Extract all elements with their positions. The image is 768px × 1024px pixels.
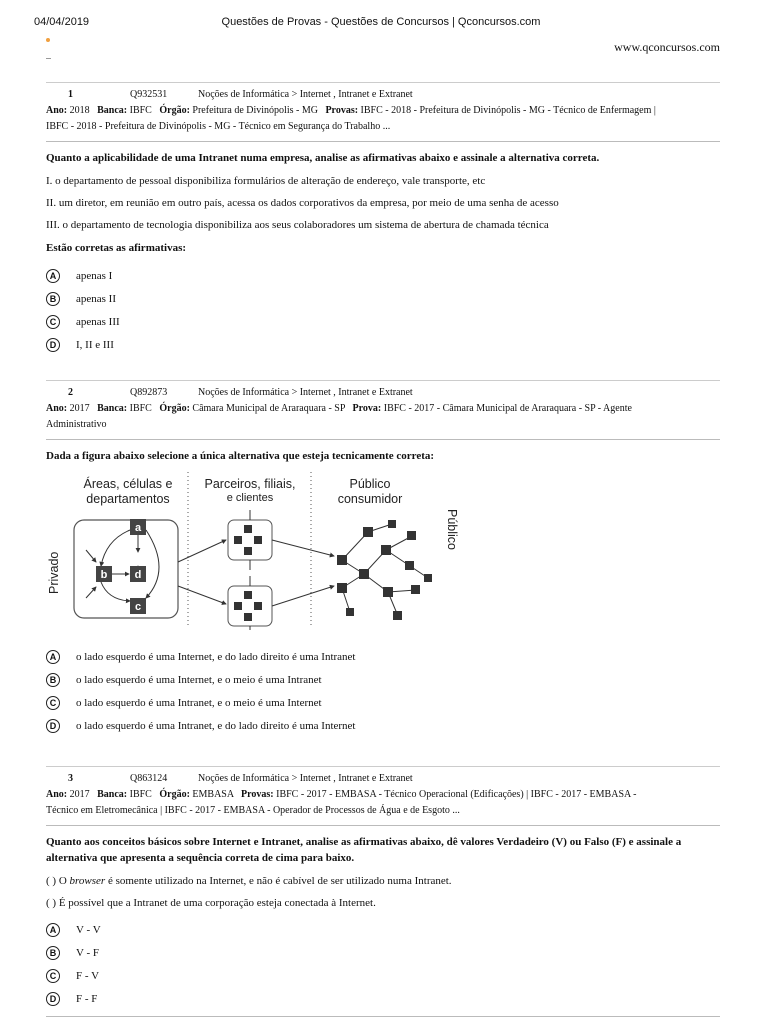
option-c[interactable]: C o lado esquerdo é uma Intranet, e o meio é uma Internet bbox=[46, 691, 720, 714]
meta-banca[interactable]: IBFC bbox=[129, 105, 152, 116]
page-title: Questões de Provas - Questões de Concursos | Qconcursos.com bbox=[221, 16, 541, 28]
question-statement: Quanto aos conceitos básicos sobre Internet e Intranet, analise as afirmativas abaixo, dê valores Verdadeiro (V) ou Falso (F) e assinale a alternativa que apresenta a sequência correta de cima para baixo. bbox=[46, 836, 682, 864]
question-statement: Quanto a aplicabilidade de uma Intranet numa empresa, analise as afirmativas abaixo e assinale a alternativa correta. bbox=[46, 152, 600, 164]
meta-provas-cont[interactable]: Administrativo bbox=[46, 419, 107, 430]
svg-text:d: d bbox=[134, 569, 142, 581]
options-list bbox=[46, 264, 720, 356]
meta-provas[interactable]: IBFC - 2018 - Prefeitura de Divinópolis - MG - Técnico de Enfermagem | bbox=[360, 105, 656, 116]
divider bbox=[46, 380, 720, 381]
option-letter[interactable]: D bbox=[46, 338, 60, 352]
svg-text:a: a bbox=[134, 522, 142, 534]
meta-provas[interactable]: IBFC - 2017 - Câmara Municipal de Araraquara - SP - Agente bbox=[383, 403, 632, 414]
question-meta: Ano: 2017 Banca: IBFC Órgão: Câmara Municipal de Araraquara - SP Prova: IBFC - 2017 - Câmara Municipal de Araraquara - SP - Agente Administrativo bbox=[46, 403, 632, 430]
question-2 bbox=[46, 380, 720, 737]
meta-provas[interactable]: IBFC - 2017 - EMBASA - Técnico Operacional (Edificações) | IBFC - 2017 - EMBASA - bbox=[276, 789, 637, 800]
meta-provas-cont[interactable]: IBFC - 2018 - Prefeitura de Divinópolis - MG - Técnico em Segurança do Trabalho ... bbox=[46, 121, 391, 132]
meta-orgao[interactable]: Prefeitura de Divinópolis - MG bbox=[192, 105, 318, 116]
question-number: 1 bbox=[68, 89, 73, 100]
intranet-box bbox=[74, 520, 178, 618]
meta-ano: 2017 bbox=[69, 403, 90, 414]
option-a[interactable]: A V - V bbox=[46, 918, 720, 941]
question-header bbox=[46, 89, 720, 103]
site-url[interactable]: www.qconcursos.com bbox=[614, 40, 720, 54]
option-letter[interactable]: A bbox=[46, 923, 60, 937]
options-list bbox=[46, 645, 720, 737]
question-topic[interactable]: Noções de Informática > Internet , Intranet e Extranet bbox=[198, 89, 413, 100]
question-topic[interactable]: Noções de Informática > Internet , Intranet e Extranet bbox=[198, 387, 413, 398]
option-a[interactable]: A apenas I bbox=[46, 264, 720, 287]
option-letter[interactable]: B bbox=[46, 292, 60, 306]
divider bbox=[46, 141, 720, 142]
statement-item: II. um diretor, em reunião em outro país, acessa os dados corporativos da empresa, por meio de uma senha de acesso bbox=[46, 197, 559, 209]
option-b[interactable]: B V - F bbox=[46, 941, 720, 964]
question-code[interactable]: Q863124 bbox=[130, 773, 168, 784]
meta-provas-cont[interactable]: Técnico em Eletromecânica | IBFC - 2017 - EMBASA - Operador de Processos de Água e de Esgoto ... bbox=[46, 805, 460, 816]
option-letter[interactable]: A bbox=[46, 269, 60, 283]
question-meta: Ano: 2017 Banca: IBFC Órgão: EMBASA Provas: IBFC - 2017 - EMBASA - Técnico Operacional (Edificações) | IBFC - 2017 - EMBASA - Técnico em Eletromecânica | IBFC - 2017 - EMBASA - Operador de Processos de Água e de Esgoto ... bbox=[46, 789, 637, 816]
question-meta: Ano: 2018 Banca: IBFC Órgão: Prefeitura de Divinópolis - MG Provas: IBFC - 2018 - Prefeitura de Divinópolis - MG - Técnico de Enfermagem | IBFC - 2018 - Prefeitura de Divinópolis - MG - Técnico em Segurança do Trabalho ... bbox=[46, 105, 656, 132]
question-3 bbox=[46, 766, 720, 1017]
option-letter[interactable]: B bbox=[46, 673, 60, 687]
divider bbox=[46, 82, 720, 83]
option-b[interactable]: B o lado esquerdo é uma Internet, e o meio é uma Intranet bbox=[46, 668, 720, 691]
figure-col2-title-1: Parceiros, filiais, bbox=[204, 477, 296, 491]
meta-banca[interactable]: IBFC bbox=[129, 789, 152, 800]
question-number: 3 bbox=[68, 773, 73, 784]
meta-orgao[interactable]: EMBASA bbox=[192, 789, 234, 800]
network-figure bbox=[46, 470, 459, 630]
meta-ano: 2018 bbox=[69, 105, 90, 116]
option-b[interactable]: B apenas II bbox=[46, 287, 720, 310]
question-prompt: Estão corretas as afirmativas: bbox=[46, 242, 187, 254]
figure-left-label: Privado bbox=[47, 551, 61, 594]
option-d[interactable]: D o lado esquerdo é uma Intranet, e do lado direito é uma Internet bbox=[46, 714, 720, 737]
divider bbox=[46, 1016, 720, 1017]
option-c[interactable]: C apenas III bbox=[46, 310, 720, 333]
svg-text:c: c bbox=[134, 601, 142, 613]
question-header bbox=[46, 387, 720, 401]
statement-item: ( ) É possível que a Intranet de uma corporação esteja conectada à Internet. bbox=[46, 897, 376, 909]
statement-item: ( ) O browser é somente utilizado na Internet, e não é cabível de ser utilizado numa Intranet. bbox=[46, 875, 452, 887]
meta-ano: 2017 bbox=[69, 789, 90, 800]
options-list bbox=[46, 918, 720, 1010]
question-statement: Dada a figura abaixo selecione a única alternativa que esteja tecnicamente correta: bbox=[46, 450, 435, 462]
figure-col2-title-2: e clientes bbox=[226, 492, 274, 504]
divider bbox=[46, 766, 720, 767]
print-date: 04/04/2019 bbox=[34, 16, 90, 28]
statement-item: III. o departamento de tecnologia disponibiliza aos seus colaboradores um sistema de abertura de chamada técnica bbox=[46, 219, 549, 231]
svg-text:b: b bbox=[100, 569, 108, 581]
figure-col3-title-1: Público bbox=[349, 477, 391, 491]
option-letter[interactable]: D bbox=[46, 719, 60, 733]
divider bbox=[46, 439, 720, 440]
question-code[interactable]: Q932531 bbox=[130, 89, 168, 100]
option-c[interactable]: C F - V bbox=[46, 964, 720, 987]
figure-col1-title-1: Áreas, células e bbox=[83, 477, 173, 491]
question-number: 2 bbox=[68, 387, 73, 398]
divider bbox=[46, 58, 51, 59]
statement-item: I. o departamento de pessoal disponibiliza formulários de alteração de endereço, vale transporte, etc bbox=[46, 175, 486, 187]
meta-orgao[interactable]: Câmara Municipal de Araraquara - SP bbox=[192, 403, 346, 414]
figure-col3-title-2: consumidor bbox=[337, 492, 403, 506]
option-letter[interactable]: A bbox=[46, 650, 60, 664]
figure-col1-title-2: departamentos bbox=[86, 492, 170, 506]
divider bbox=[46, 825, 720, 826]
option-d[interactable]: D F - F bbox=[46, 987, 720, 1010]
question-code[interactable]: Q892873 bbox=[130, 387, 168, 398]
logo-dot-icon bbox=[46, 38, 50, 42]
figure-right-label: Público bbox=[445, 509, 459, 550]
question-1 bbox=[46, 82, 720, 356]
option-letter[interactable]: D bbox=[46, 992, 60, 1006]
option-letter[interactable]: C bbox=[46, 969, 60, 983]
option-a[interactable]: A o lado esquerdo é uma Internet, e do lado direito é uma Intranet bbox=[46, 645, 720, 668]
option-letter[interactable]: B bbox=[46, 946, 60, 960]
option-d[interactable]: D I, II e III bbox=[46, 333, 720, 356]
question-topic[interactable]: Noções de Informática > Internet , Intranet e Extranet bbox=[198, 773, 413, 784]
option-letter[interactable]: C bbox=[46, 696, 60, 710]
question-header bbox=[46, 773, 720, 787]
option-letter[interactable]: C bbox=[46, 315, 60, 329]
meta-banca[interactable]: IBFC bbox=[129, 403, 152, 414]
